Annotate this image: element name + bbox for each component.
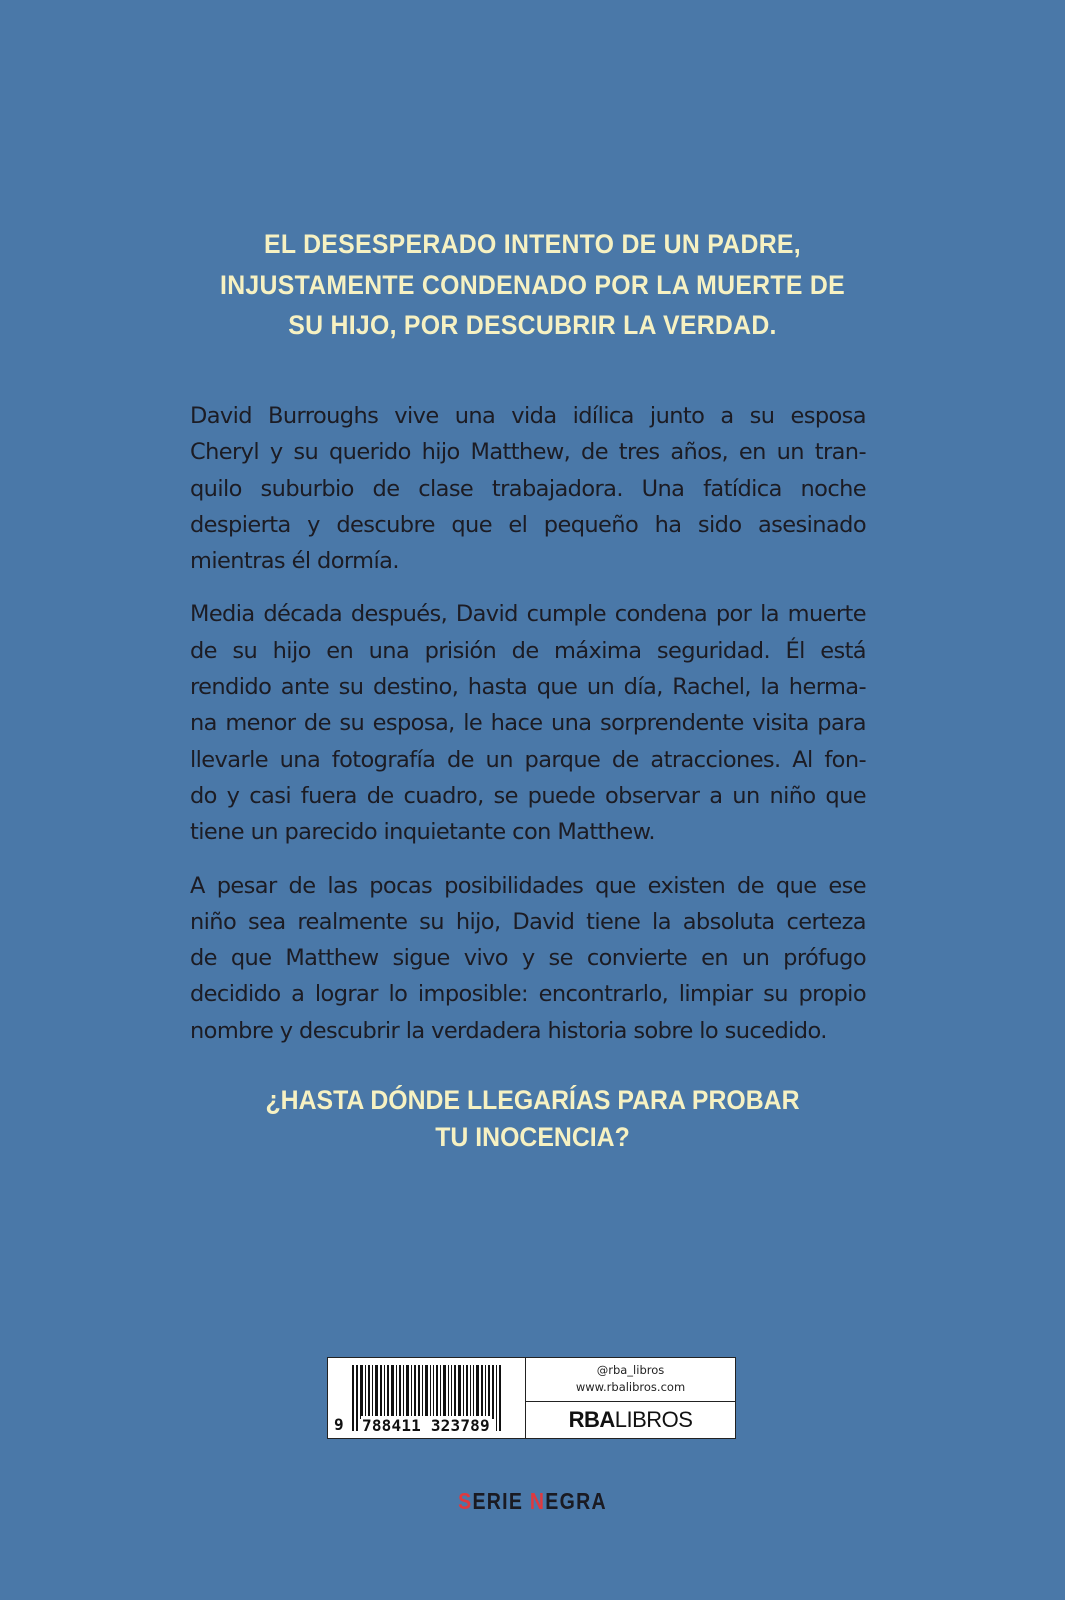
- text-line: Cheryl y su querido hijo Matthew, de tres años, en un tran-: [190, 439, 866, 466]
- text-line: de que Matthew sigue vivo y se convierte en un prófugo: [190, 945, 866, 972]
- social-handle: @rba_libros: [596, 1363, 665, 1377]
- text-line: de su hijo en una prisión de máxima seguridad. Él está: [190, 637, 866, 664]
- headline-line: INJUSTAMENTE CONDENADO POR LA MUERTE DE: [220, 269, 845, 300]
- text-line: do y casi fuera de cuadro, se puede observar a un niño que: [190, 782, 866, 809]
- text-line: niño sea realmente su hijo, David tiene la absoluta certeza: [190, 908, 866, 935]
- text-line: decidido a lograr lo imposible: encontrarlo, limpiar su propio: [190, 981, 866, 1008]
- series-word2-rest: EGRA: [545, 1488, 607, 1514]
- tagline-headline: [43, 224, 1023, 346]
- isbn-digits: 788411 323789: [362, 1416, 490, 1435]
- synopsis-paragraph-2: [190, 596, 866, 850]
- text-line: despierta y descubre que el pequeño ha sido asesinado: [190, 511, 866, 538]
- text-line: A pesar de las pocas posibilidades que existen de que ese: [190, 872, 866, 899]
- logo-light-part: LIBROS: [614, 1407, 693, 1432]
- barcode-panel: [327, 1357, 736, 1439]
- isbn-first-digit: 9: [334, 1415, 344, 1434]
- publisher-info: [526, 1358, 735, 1438]
- synopsis: [190, 398, 866, 1066]
- series-initial-n: N: [529, 1488, 546, 1514]
- text-line: quilo suburbio de clase trabajadora. Una fatídica noche: [190, 475, 866, 502]
- logo-bold-part: RBA: [568, 1407, 615, 1432]
- website-url: www.rbalibros.com: [575, 1380, 686, 1394]
- closing-question: [43, 1082, 1023, 1156]
- text-line: Media década después, David cumple condena por la muerte: [190, 601, 866, 628]
- synopsis-paragraph-3: [190, 868, 866, 1049]
- text-line: David Burroughs vive una vida idílica junto a su esposa: [190, 403, 866, 429]
- synopsis-paragraph-1: [190, 398, 866, 579]
- closing-line: TU INOCENCIA?: [435, 1122, 630, 1152]
- headline-line: SU HIJO, POR DESCUBRIR LA VERDAD.: [288, 310, 777, 340]
- text-line: na menor de su esposa, le hace una sorprendente visita para: [190, 710, 866, 737]
- series-logo: [80, 1488, 985, 1515]
- publisher-logo: [526, 1402, 735, 1438]
- closing-line: ¿HASTA DÓNDE LLEGARÍAS PARA PROBAR: [265, 1085, 800, 1115]
- text-line: rendido ante su destino, hasta que un día, Rachel, la herma-: [190, 674, 866, 701]
- text-line: mientras él dormía.: [190, 548, 399, 575]
- isbn-barcode: [328, 1358, 526, 1438]
- text-line: llevarle una fotografía de un parque de atracciones. Al fon-: [190, 746, 866, 773]
- series-word1-rest: ERIE: [472, 1488, 524, 1514]
- series-initial-s: S: [458, 1488, 473, 1514]
- text-line: tiene un parecido inquietante con Matthew.: [190, 819, 655, 846]
- publisher-contact: [526, 1358, 735, 1402]
- headline-line: EL DESESPERADO INTENTO DE UN PADRE,: [264, 229, 801, 259]
- text-line: nombre y descubrir la verdadera historia sobre lo sucedido.: [190, 1017, 827, 1044]
